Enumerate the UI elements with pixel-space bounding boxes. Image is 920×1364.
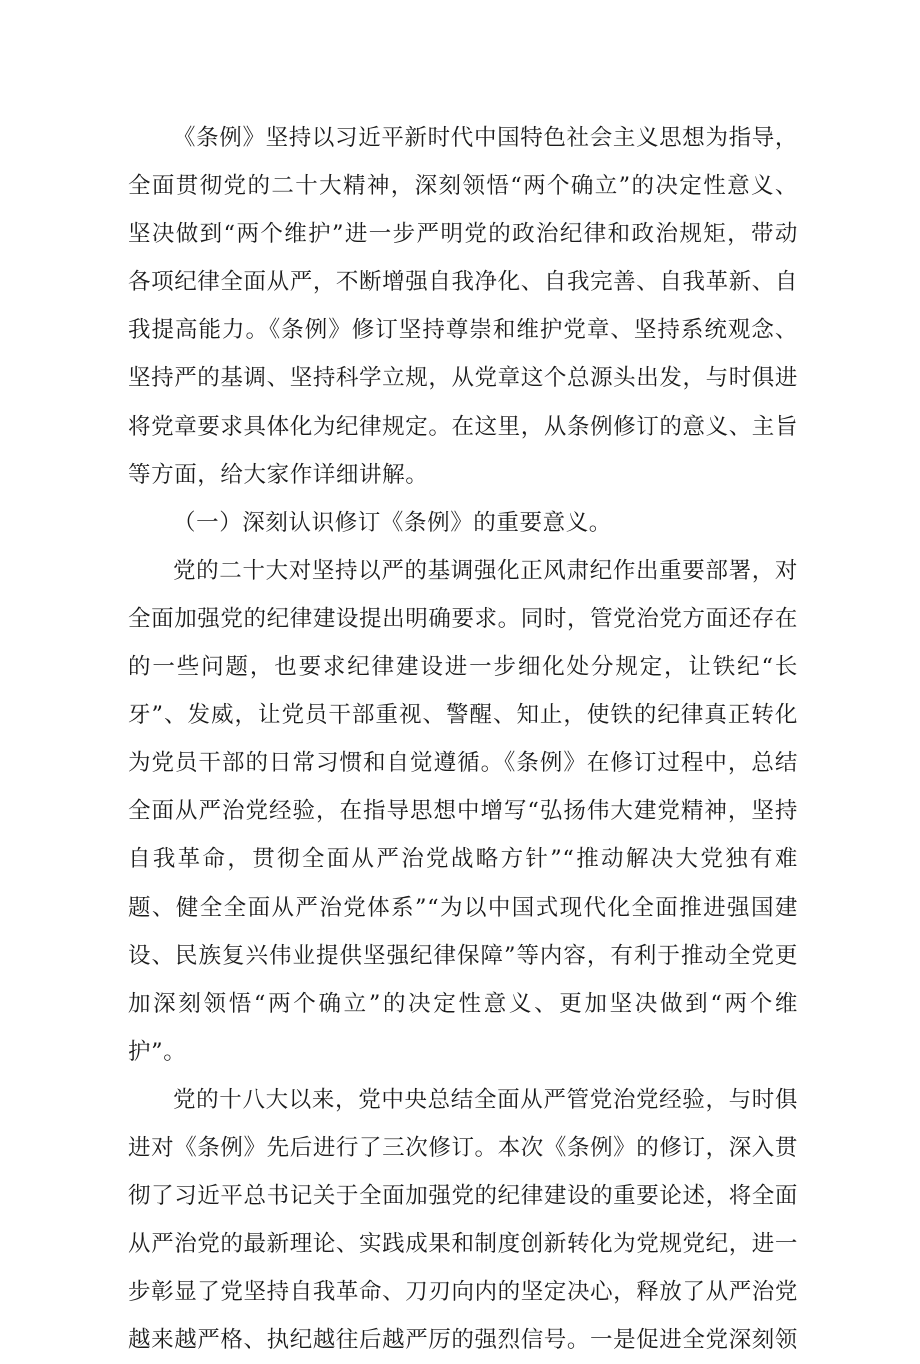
paragraph-revision-history: 党的十八大以来，党中央总结全面从严管党治党经验，与时俱进对《条例》先后进行了三次修订。本次《条例》的修订，深入贯彻了习近平总书记关于全面加强党的纪律建设的重要论述，将全面从严治党的最新理论、实践成果和制度创新转化为党规党纪，进一步彰显了党坚持自我革命、刀刃向内的坚定决心，释放了从严治党越来越严格、执纪越往后越严厉的强烈信号。一是促进全党深刻领: [128, 1086, 798, 1354]
paragraph-significance: 党的二十大对坚持以严的基调强化正风肃纪作出重要部署，对全面加强党的纪律建设提出明确要求。同时，管党治党方面还存在的一些问题，也要求纪律建设进一步细化处分规定，让铁纪“长牙”、发威，让党员干部重视、警醒、知止，使铁的纪律真正转化为党员干部的日常习惯和自觉遵循。《条例》在修订过程中，总结全面从严治党经验，在指导思想中增写“弘扬伟大建党精神，坚持自我革命，贯彻全面从严治党战略方针”“推动解决大党独有难题、健全全面从严治党体系”“为以中国式现代化全面推进强国建设、民族复兴伟业提供坚强纪律保障”等内容，有利于推动全党更加深刻领悟“两个确立”的决定性意义、更加坚决做到“两个维护”。: [128, 557, 798, 1065]
paragraph-intro: 《条例》坚持以习近平新时代中国特色社会主义思想为指导，全面贯彻党的二十大精神，深刻领悟“两个确立”的决定性意义、坚决做到“两个维护”进一步严明党的政治纪律和政治规矩，带动各项纪律全面从严，不断增强自我净化、自我完善、自我革新、自我提高能力。《条例》修订坚持尊崇和维护党章、坚持系统观念、坚持严的基调、坚持科学立规，从党章这个总源头出发，与时俱进将党章要求具体化为纪律规定。在这里，从条例修订的意义、主旨等方面，给大家作详细讲解。: [128, 125, 798, 488]
section-heading: （一）深刻认识修订《条例》的重要意义。: [173, 509, 612, 536]
document-body: [128, 114, 798, 1364]
